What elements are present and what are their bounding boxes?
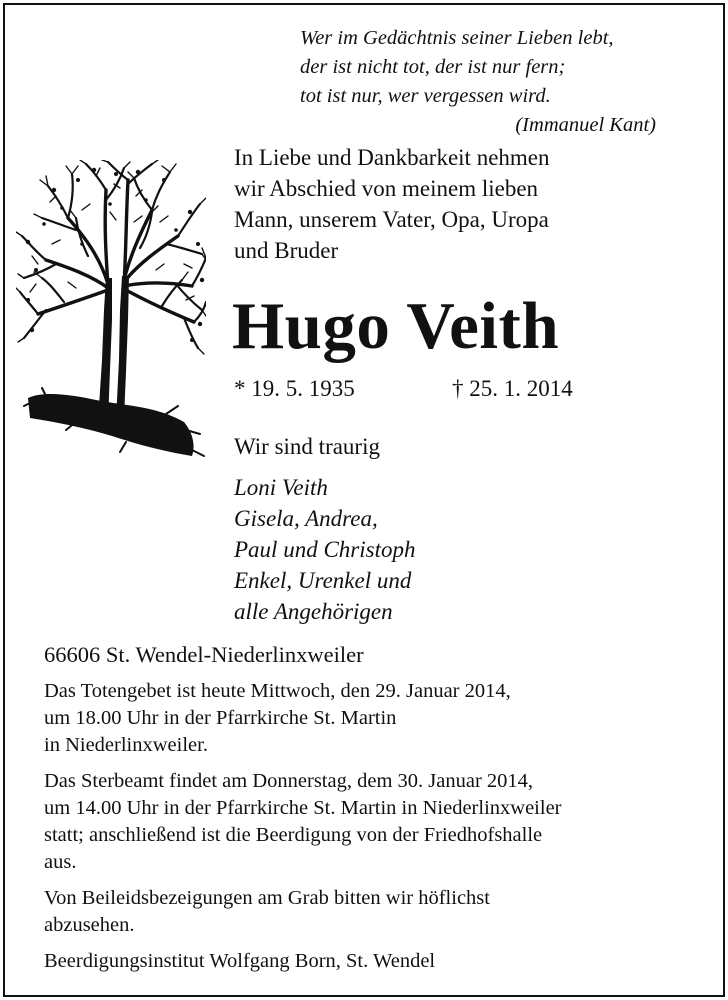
quote-line: tot ist nur, wer vergessen wird. (300, 85, 551, 107)
notice-line: Von Beileidsbezeigungen am Grab bitten wir höflichst (44, 887, 490, 909)
birth-date: * 19. 5. 1935 (234, 376, 355, 401)
residence-address: 66606 St. Wendel-Niederlinxweiler (44, 642, 364, 667)
prayer-notice (44, 678, 704, 759)
intro-line: In Liebe und Dankbarkeit nehmen (234, 145, 550, 170)
notice-line: in Niederlinxweiler. (44, 734, 208, 756)
quote-line: der ist nicht tot, der ist nur fern; (300, 56, 566, 78)
service-notices (44, 678, 704, 984)
undertaker-notice (44, 948, 704, 975)
notice-line: abzusehen. (44, 914, 135, 936)
notice-line: Beerdigungsinstitut Wolfgang Born, St. Wendel (44, 950, 436, 972)
condolences-notice (44, 885, 704, 939)
mourner-name: alle Angehörigen (234, 599, 393, 624)
notice-line: Das Sterbeamt findet am Donnerstag, dem 30. Januar 2014, (44, 770, 534, 792)
intro-line: wir Abschied von meinem lieben (234, 176, 539, 201)
notice-line: statt; anschließend ist die Beerdigung von der Friedhofshalle (44, 824, 543, 846)
notice-line: aus. (44, 851, 77, 873)
notice-line: Das Totengebet ist heute Mittwoch, den 29. Januar 2014, (44, 680, 511, 702)
mourners-list (234, 472, 415, 627)
mourners-heading: Wir sind traurig (234, 434, 380, 459)
memorial-quote (300, 24, 680, 140)
notice-line: um 18.00 Uhr in der Pfarrkirche St. Martin (44, 707, 397, 729)
death-date: † 25. 1. 2014 (452, 376, 573, 401)
tree-icon (16, 160, 206, 460)
intro-line: Mann, unserem Vater, Opa, Uropa (234, 207, 549, 232)
mourner-name: Enkel, Urenkel und (234, 568, 412, 593)
notice-line: um 14.00 Uhr in der Pfarrkirche St. Martin in Niederlinxweiler (44, 797, 562, 819)
mourner-name: Loni Veith (234, 475, 328, 500)
quote-line: Wer im Gedächtnis seiner Lieben lebt, (300, 27, 614, 49)
mourner-name: Paul und Christoph (234, 537, 416, 562)
farewell-intro (234, 142, 550, 266)
deceased-name: Hugo Veith (232, 289, 560, 363)
requiem-notice (44, 768, 704, 876)
quote-author: (Immanuel Kant) (515, 114, 656, 136)
intro-line: und Bruder (234, 238, 339, 263)
mourner-name: Gisela, Andrea, (234, 506, 378, 531)
